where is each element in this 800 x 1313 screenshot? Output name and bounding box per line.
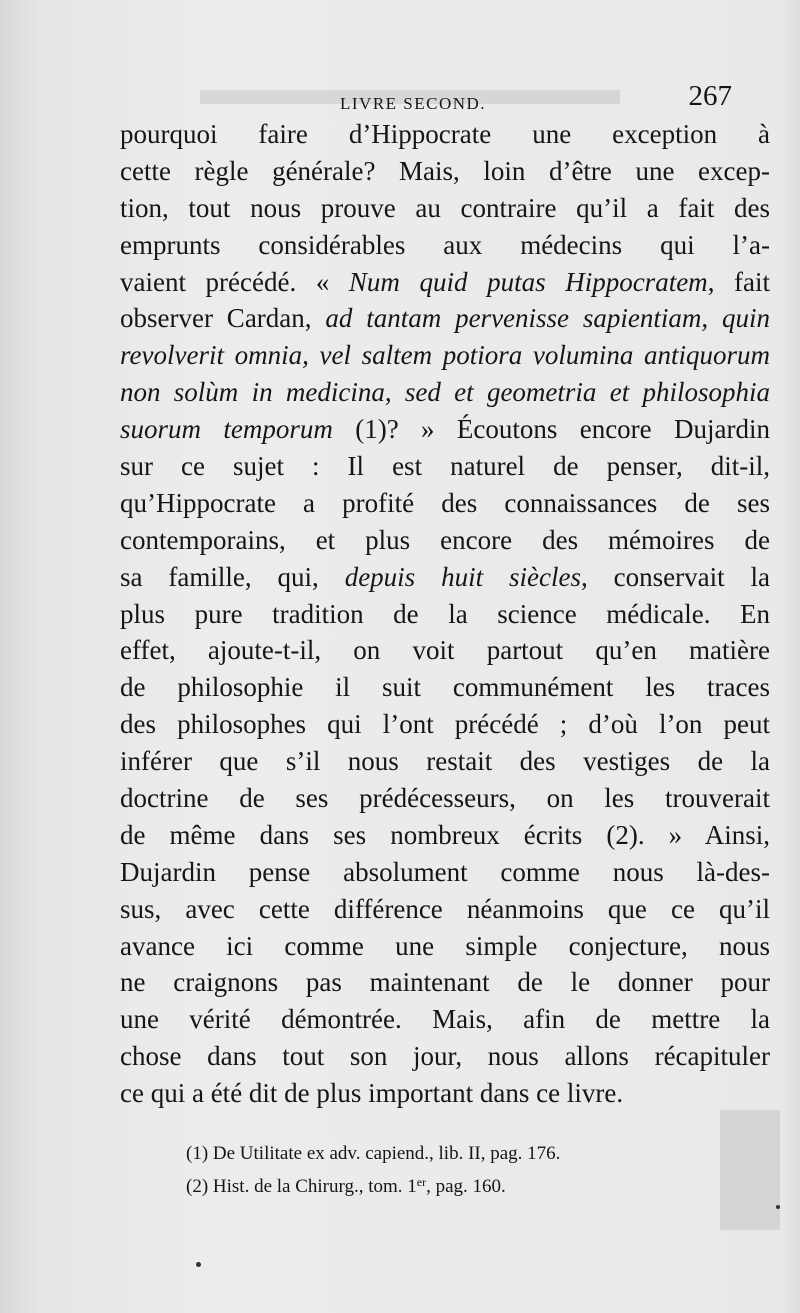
text-segment: effet, ajoute-t-il, on voit partout qu’en matière [120,635,770,666]
text-line [120,264,770,301]
text-line [120,632,770,669]
text-segment: , conservait la [580,561,770,592]
text-segment: plus pure tradition de la science médicale. En [120,598,770,629]
text-segment: une vérité démontrée. Mais, afin de mettre la [120,1004,770,1035]
text-segment: de même dans ses nombreux écrits (2). » Ainsi, [120,819,770,850]
text-segment: ce qui a été dit de plus important dans ce livre. [120,1078,624,1109]
ink-speck [776,1205,780,1209]
running-head: LIVRE SECOND. [340,94,487,113]
italic-segment: suorum temporum [120,414,333,445]
text-segment: sus, avec cette différence néanmoins que ce qu’il [120,893,770,924]
italic-segment: Num quid putas Hippocratem [348,266,708,297]
italic-segment: depuis huit siècles [344,561,581,592]
text-line [120,485,770,522]
text-segment: avance ici comme une simple conjecture, nous [120,930,770,961]
text-line [120,1001,770,1038]
text-segment: ne craignons pas maintenant de le donner pour [120,967,770,998]
footnote [186,1168,746,1196]
text-segment: qu’Hippocrate a profité des connaissances de ses [120,487,770,518]
text-segment: pourquoi faire d’Hippocrate une exception à [120,119,770,149]
text-segment: contemporains, et plus encore des mémoires de [120,524,770,555]
footnote-text: (2) Hist. de la Chirurg., tom. 1 [186,1176,417,1197]
footnote-text: , pag. 160. [426,1176,506,1197]
text-segment: cette règle générale? Mais, loin d’être une excep- [120,155,770,186]
text-line [120,964,770,1001]
text-line [120,706,770,743]
text-segment: sa famille, qui, [120,561,345,592]
text-segment: vaient précédé. « [120,266,349,297]
text-line [120,743,770,780]
text-line [120,1075,770,1112]
text-segment: inférer que s’il nous restait des vestiges de la [120,746,770,777]
body-text [120,116,770,1112]
text-line [120,669,770,706]
text-line [120,854,770,891]
text-line [120,928,770,965]
text-line [120,300,770,337]
text-segment: observer Cardan, [120,303,326,334]
text-line [120,116,770,153]
footnote-text: (1) De Utilitate ex adv. capiend., lib. II, pag. 176. [186,1143,561,1164]
text-line [120,559,770,596]
footnotes [186,1140,746,1196]
page-number: 267 [688,80,732,112]
text-line [120,374,770,411]
italic-segment: revolverit omnia, vel saltem potiora volumina antiquorum [120,340,770,371]
text-segment: Dujardin pense absolument comme nous là-des- [120,856,770,887]
text-line [120,227,770,264]
text-segment: , fait [707,266,771,297]
text-segment: doctrine de ses prédécesseurs, on les trouverait [120,783,770,814]
text-line [120,596,770,633]
text-segment: chose dans tout son jour, nous allons récapituler [120,1041,770,1072]
text-line [120,190,770,227]
footnote [186,1140,746,1168]
ink-speck [196,1262,201,1267]
text-line [120,448,770,485]
text-line [120,411,770,448]
text-line [120,891,770,928]
italic-segment: non solùm in medicina, sed et geometria et philosophia [120,377,770,408]
text-line [120,522,770,559]
superscript: er [416,1175,427,1189]
text-line [120,780,770,817]
text-line [120,337,770,374]
italic-segment: ad tantam pervenisse sapientiam, quin [325,303,770,334]
text-segment: de philosophie il suit communément les traces [120,672,770,703]
text-line [120,817,770,854]
text-segment: des philosophes qui l’ont précédé ; d’où l’on peut [120,709,770,740]
text-line [120,1038,770,1075]
text-segment: (1)? » Écoutons encore Dujardin [332,414,770,445]
page-header [120,80,732,120]
text-segment: sur ce sujet : Il est naturel de penser, dit-il, [120,451,770,482]
text-segment: emprunts considérables aux médecins qui l’a- [120,229,770,260]
text-line [120,153,770,190]
text-segment: tion, tout nous prouve au contraire qu’il a fait des [120,192,770,223]
